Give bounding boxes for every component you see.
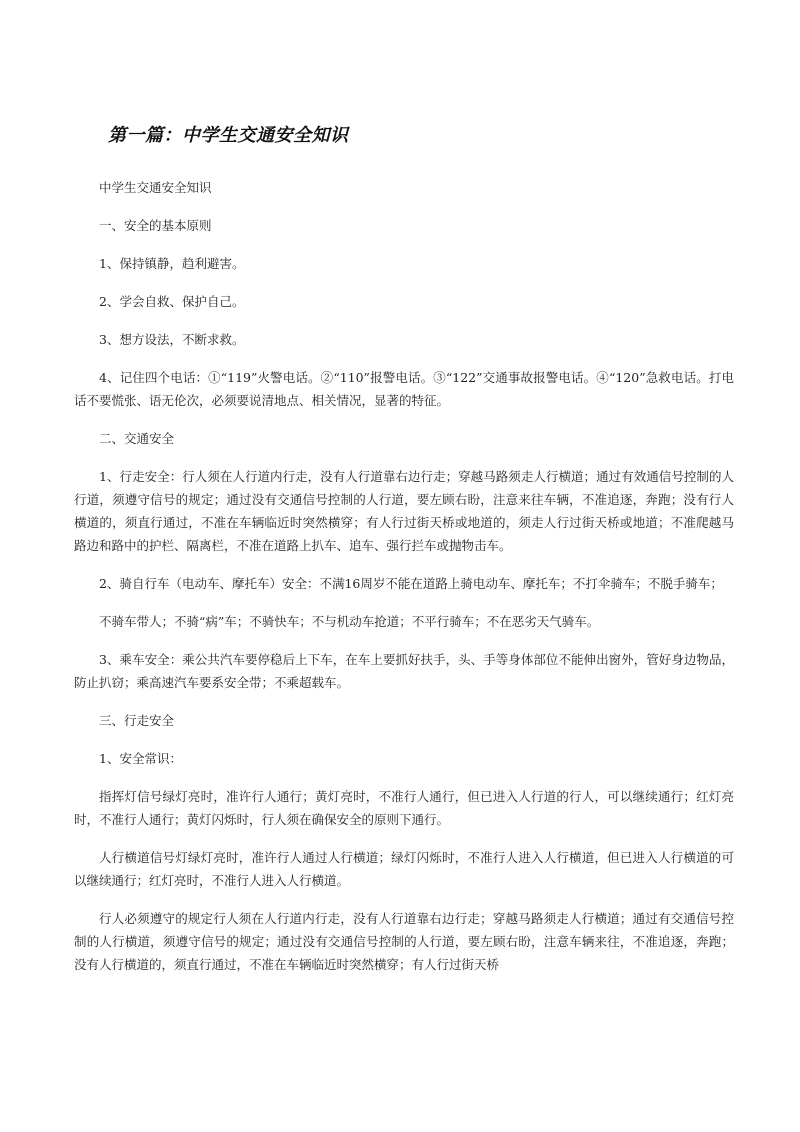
paragraph-cycling-safety: 2、骑自行车（电动车、摩托车）安全：不满16周岁不能在道路上骑电动车、摩托车；不打伞骑车；不脱手骑车；: [99, 576, 723, 591]
section-heading-basic-principles: 一、安全的基本原则: [99, 218, 212, 233]
section-heading-traffic-safety: 二、交通安全: [99, 431, 175, 446]
paragraph: 3、想方设法，不断求救。: [99, 332, 245, 347]
paragraph-riding-safety: 3、乘车安全：乘公共汽车要停稳后上下车，在车上要抓好扶手，头、手等身体部位不能伸出窗外，管好身边物品，防止扒窃；乘高速汽车要系安全带；不乘超载车。: [74, 652, 734, 690]
paragraph-signal-lights: 指挥灯信号绿灯亮时，准许行人通行；黄灯亮时，不准行人通行，但已进入人行道的行人，可以继续通行；红灯亮时，不准行人通行；黄灯闪烁时，行人须在确保安全的原则下通行。: [74, 789, 734, 827]
paragraph-crosswalk-signals: 人行横道信号灯绿灯亮时，准许行人通过人行横道；绿灯闪烁时，不准行人进入人行横道，但已进入人行横道的可以继续通行；红灯亮时，不准行人进入人行横道。: [74, 850, 734, 888]
section-heading-walking-safety: 三、行走安全: [99, 713, 175, 728]
document-title: 第一篇：中学生交通安全知识: [108, 125, 349, 146]
paragraph: 2、学会自救、保护自己。: [99, 294, 245, 309]
paragraph: 1、安全常识：: [99, 751, 182, 766]
paragraph-phone-numbers: 4、记住四个电话：①“119”火警电话。②“110”报警电话。③“122”交通事故报警电话。④“120”急救电话。打电话不要慌张、语无伦次，必须要说清地点、相关情况，显著的特征。: [74, 370, 734, 408]
document-body: [74, 176, 734, 991]
paragraph-cycling-rules: 不骑车带人；不骑“病”车；不骑快车；不与机动车抢道；不平行骑车；不在恶劣天气骑车。: [99, 614, 600, 629]
paragraph-walking-safety: 1、行走安全：行人须在人行道内行走，没有人行道靠右边行走；穿越马路须走人行横道；通过有效通信号控制的人行道，须遵守信号的规定；通过没有交通信号控制的人行道，要左顾右盼，注意来往车辆，不准追逐，奔跑；没有行人横道的，须直行通过，不准在车辆临近时突然横穿；有人行过街天桥或地道的，须走人行过街天桥或地道；不准爬越马路边和路中的护栏、隔离栏，不准在道路上扒车、追车、强行拦车或抛物击车。: [74, 469, 734, 553]
paragraph-subtitle: 中学生交通安全知识: [99, 180, 212, 195]
paragraph: 1、保持镇静，趋利避害。: [99, 256, 245, 271]
paragraph-pedestrian-rules: 行人必须遵守的规定行人须在人行道内行走，没有人行道靠右边行走；穿越马路须走人行横道；通过有交通信号控制的人行横道，须遵守信号的规定；通过没有交通信号控制的人行道，要左顾右盼，注意车辆来往，不准追逐，奔跑；没有人行横道的，须直行通过，不准在车辆临近时突然横穿；有人行过街天桥: [74, 911, 734, 972]
